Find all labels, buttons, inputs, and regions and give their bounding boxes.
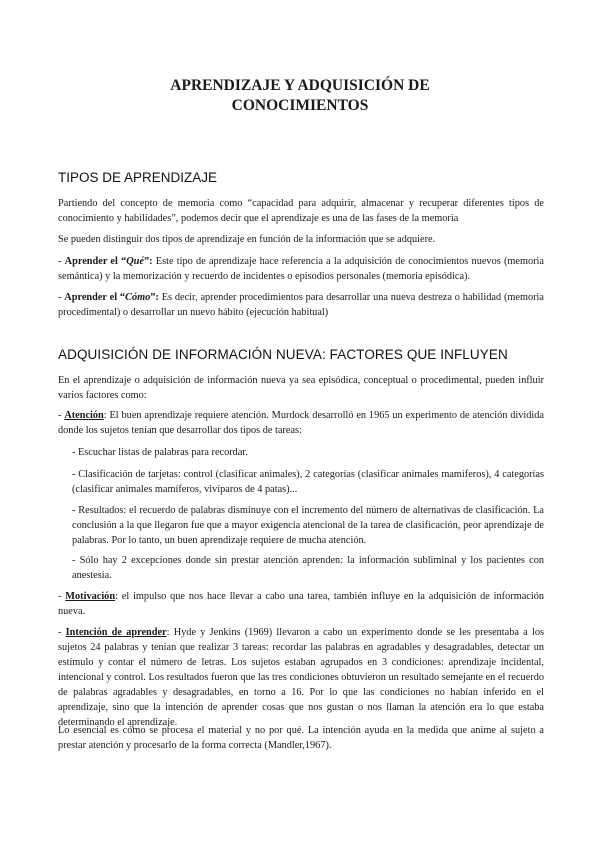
label-intencion: Intención de aprender xyxy=(65,627,167,638)
bullet-dash: - xyxy=(58,256,65,267)
paragraph-distinguish: Se pueden distinguir dos tipos de aprendizaje en función de la información que se adquiere. xyxy=(58,234,436,245)
paragraph-motivacion: - Motivación: el impulso que nos hace llevar a cabo una tarea, también influye en la adquisición de información nueva. xyxy=(58,591,544,617)
label-atencion: Atención xyxy=(64,410,104,421)
section-heading-adquisicion: ADQUISICIÓN DE INFORMACIÓN NUEVA: FACTORES QUE INFLUYEN xyxy=(58,347,508,362)
text-intencion: : Hyde y Jenkins (1969) llevaron a cabo un experimento donde se les presentaba a los sujetos 24 palabras y tenían que realizar 3 tareas: recordar las palabras en agradables y desagradables, detectar un estímulo y contar el número de letras. Los sujetos estaban agrupados en 3 condiciones: aprendizaje incidental, intencional y control. Los resultados fueron que las tres condiciones obtuvieron un resultado semejante en el recuerdo de palabras agradables y desagradables, en torno a 16. Por lo que las condiciones no habían inferido en el aprendizaje, sino que la intención de aprender cosas que nos gustan o nos llaman la atención era lo que estaba determinando el aprendizaje. xyxy=(58,627,544,728)
document-title xyxy=(60,76,540,116)
bullet-dash: - xyxy=(58,292,65,303)
paragraph-intro: Partiendo del concepto de memoria como “capacidad para adquirir, almacenar y recuperar diferentes tipos de conocimiento y habilidades”, podemos decir que el aprendizaje es una de las fases de la memoria xyxy=(58,198,544,224)
text-atencion: : El buen aprendizaje requiere atención. Murdock desarrolló en 1965 un experimento de atención dividida donde los sujetos tenían que desarrollar dos tipos de tareas: xyxy=(58,410,544,436)
text-aprender-como: Es decir, aprender procedimientos para desarrollar una nueva destreza o habilidad (memoria procedimental) o desarrollar un nuevo hábito (ejecución habitual) xyxy=(58,292,544,318)
paragraph-aprender-que xyxy=(58,254,544,284)
text-motivacion: : el impulso que nos hace llevar a cabo una tarea, también influye en la adquisición de información nueva. xyxy=(58,591,544,617)
list-item-escuchar: - Escuchar listas de palabras para recordar. xyxy=(72,447,248,458)
paragraph-atencion: - Atención: El buen aprendizaje requiere atención. Murdock desarrolló en 1965 un experimento de atención dividida donde los sujetos tenían que desarrollar dos tipos de tareas: xyxy=(58,410,544,436)
title-line-1: APRENDIZAJE Y ADQUISICIÓN DE xyxy=(170,77,430,94)
label-motivacion: Motivación xyxy=(65,591,116,602)
list-item-excepciones: - Sólo hay 2 excepciones donde sin prestar atención aprenden: la información subliminal y los pacientes con anestesia. xyxy=(72,555,544,581)
paragraph-closing: Lo esencial es cómo se procesa el material y no por qué. La intención ayuda en la medida que anime al sujeto a prestar atención y procesarlo de la forma correcta (Mandler,1967). xyxy=(58,725,544,751)
paragraph-factores-intro: En el aprendizaje o adquisición de información nueva ya sea episódica, conceptual o procedimental, pueden influir varios factores como: xyxy=(58,375,544,401)
section-heading-tipos: TIPOS DE APRENDIZAJE xyxy=(58,170,218,185)
label-aprender-que: Aprender el “Qué”: xyxy=(64,256,153,267)
title-line-2: CONOCIMIENTOS xyxy=(231,97,369,114)
paragraph-aprender-como xyxy=(58,290,544,320)
label-aprender-como: Aprender el “Cómo”: xyxy=(64,292,159,303)
list-item-resultados: - Resultados: el recuerdo de palabras disminuye con el incremento del número de alternativas de clasificación. La conclusión a la que llegaron fue que a mayor exigencia atencional de la tarea de clasificación, peor aprendizaje de palabras. Por lo tanto, un buen aprendizaje requiere de mucha atención. xyxy=(72,505,544,546)
paragraph-intencion: - Intención de aprender: Hyde y Jenkins (1969) llevaron a cabo un experimento donde se les presentaba a los sujetos 24 palabras y tenían que realizar 3 tareas: recordar las palabras en agradables y desagradables, detectar un estímulo y contar el número de letras. Los sujetos estaban agrupados en 3 condiciones: aprendizaje incidental, intencional y control. Los resultados fueron que las tres condiciones obtuvieron un resultado semejante en el recuerdo de palabras agradables y desagradables, en torno a 16. Por lo que las condiciones no habían inferido en el aprendizaje, sino que la intención de aprender cosas que nos gustan o nos llaman la atención era lo que estaba determinando el aprendizaje. xyxy=(58,627,544,728)
text-aprender-que: Este tipo de aprendizaje hace referencia a la adquisición de conocimientos nuevos (memoria semántica) y la memorización y recuerdo de incidentes o episodios personales (memoria episódica). xyxy=(58,256,544,282)
list-item-clasificacion: - Clasificación de tarjetas: control (clasificar animales), 2 categorías (clasificar animales mamíferos), 4 categorías (clasificar animales mamíferos, vivíparos de 4 patas)... xyxy=(72,469,544,495)
